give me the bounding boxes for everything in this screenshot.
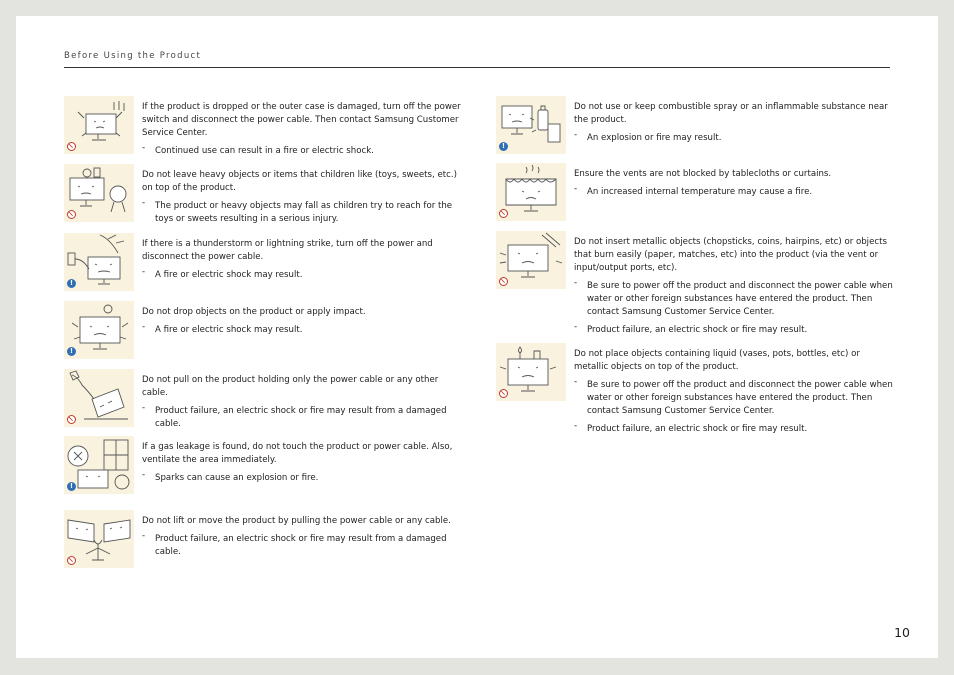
monitor-illustration: [64, 164, 134, 222]
page-number: 10: [894, 625, 910, 640]
item-text: Do not insert metallic objects (chopsticks, coins, hairpins, etc) or objects that burn easily (paper, matches, etc) into the product (via the vent or input/output ports, etc).: [574, 237, 887, 273]
bullet-item: - An increased internal temperature may cause a fire.: [574, 184, 813, 197]
bullet-text: A fire or electric shock may result.: [155, 325, 303, 335]
mandatory-icon: !: [67, 347, 76, 356]
bullet-text: Product failure, an electric shock or fire may result from a damaged cable.: [155, 534, 447, 557]
bullet-text: Product failure, an electric shock or fire may result.: [587, 325, 808, 335]
monitor-illustration: [64, 301, 134, 359]
monitor-illustration: [64, 233, 134, 291]
bullet-text: Be sure to power off the product and disconnect the power cable when water or other foreign substances have entered the product. Then contact Samsung Customer Service Center.: [587, 281, 893, 317]
bullet-item: - Be sure to power off the product and disconnect the power cable when water or other foreign substances have entered the product. Then contact Samsung Customer Service Center.: [574, 278, 893, 317]
monitor-illustration: [64, 369, 134, 427]
item-text: Do not drop objects on the product or apply impact.: [142, 307, 366, 317]
monitor-illustration: [64, 510, 134, 568]
bullet-text: Continued use can result in a fire or electric shock.: [155, 146, 374, 156]
item-text: Do not pull on the product holding only the power cable or any other cable.: [142, 375, 439, 398]
bullet-item: - A fire or electric shock may result.: [142, 267, 303, 280]
item-text: If a gas leakage is found, do not touch the product or power cable. Also, ventilate the area immediately.: [142, 442, 453, 465]
monitor-illustration: [496, 163, 566, 221]
bullet-item: - Product failure, an electric shock or fire may result from a damaged cable.: [142, 531, 447, 557]
mandatory-icon: !: [499, 142, 508, 151]
monitor-illustration: [64, 96, 134, 154]
bullet-text: Product failure, an electric shock or fire may result.: [587, 424, 808, 434]
prohibited-icon: [499, 389, 508, 398]
item-text: Do not lift or move the product by pulling the power cable or any cable.: [142, 516, 451, 526]
prohibited-icon: [499, 209, 508, 218]
monitor-illustration: [496, 96, 566, 154]
bullet-item: - Sparks can cause an explosion or fire.: [142, 470, 319, 483]
bullet-item: - An explosion or fire may result.: [574, 130, 722, 143]
bullet-text: A fire or electric shock may result.: [155, 270, 303, 280]
bullet-text: An explosion or fire may result.: [587, 133, 722, 143]
bullet-text: Product failure, an electric shock or fire may result from a damaged cable.: [155, 406, 447, 429]
bullet-item: - A fire or electric shock may result.: [142, 322, 303, 335]
item-text: Do not place objects containing liquid (vases, pots, bottles, etc) or metallic objects on top of the product.: [574, 349, 860, 372]
bullet-item: - The product or heavy objects may fall as children try to reach for the toys or sweets resulting in a serious injury.: [142, 198, 453, 224]
monitor-illustration: [496, 231, 566, 289]
prohibited-icon: [67, 142, 76, 151]
bullet-text: The product or heavy objects may fall as children try to reach for the toys or sweets resulting in a serious injury.: [155, 201, 453, 224]
prohibited-icon: [499, 277, 508, 286]
prohibited-icon: [67, 210, 76, 219]
manual-page: [16, 16, 938, 658]
bullet-text: An increased internal temperature may cause a fire.: [587, 187, 813, 197]
bullet-text: Sparks can cause an explosion or fire.: [155, 473, 319, 483]
mandatory-icon: !: [67, 279, 76, 288]
bullet-item: - Continued use can result in a fire or electric shock.: [142, 143, 374, 156]
bullet-text: Be sure to power off the product and disconnect the power cable when water or other foreign substances have entered the product. Then contact Samsung Customer Service Center.: [587, 380, 893, 416]
bullet-item: - Product failure, an electric shock or fire may result from a damaged cable.: [142, 403, 447, 429]
header-divider: [64, 67, 890, 68]
monitor-illustration: [64, 436, 134, 494]
item-text: If the product is dropped or the outer case is damaged, turn off the power switch and disconnect the power cable. Then contact Samsung Customer Service Center.: [142, 102, 461, 138]
section-header: Before Using the Product: [64, 51, 202, 61]
bullet-item: - Product failure, an electric shock or fire may result.: [574, 421, 808, 434]
mandatory-icon: !: [67, 482, 76, 491]
item-text: Ensure the vents are not blocked by tablecloths or curtains.: [574, 169, 832, 179]
item-text: Do not leave heavy objects or items that children like (toys, sweets, etc.) on top of the product.: [142, 170, 457, 193]
prohibited-icon: [67, 556, 76, 565]
bullet-item: - Product failure, an electric shock or fire may result.: [574, 322, 808, 335]
bullet-item: - Be sure to power off the product and disconnect the power cable when water or other foreign substances have entered the product. Then contact Samsung Customer Service Center.: [574, 377, 893, 416]
monitor-illustration: [496, 343, 566, 401]
item-text: If there is a thunderstorm or lightning strike, turn off the power and disconnect the power cable.: [142, 239, 433, 262]
prohibited-icon: [67, 415, 76, 424]
item-text: Do not use or keep combustible spray or an inflammable substance near the product.: [574, 102, 888, 125]
